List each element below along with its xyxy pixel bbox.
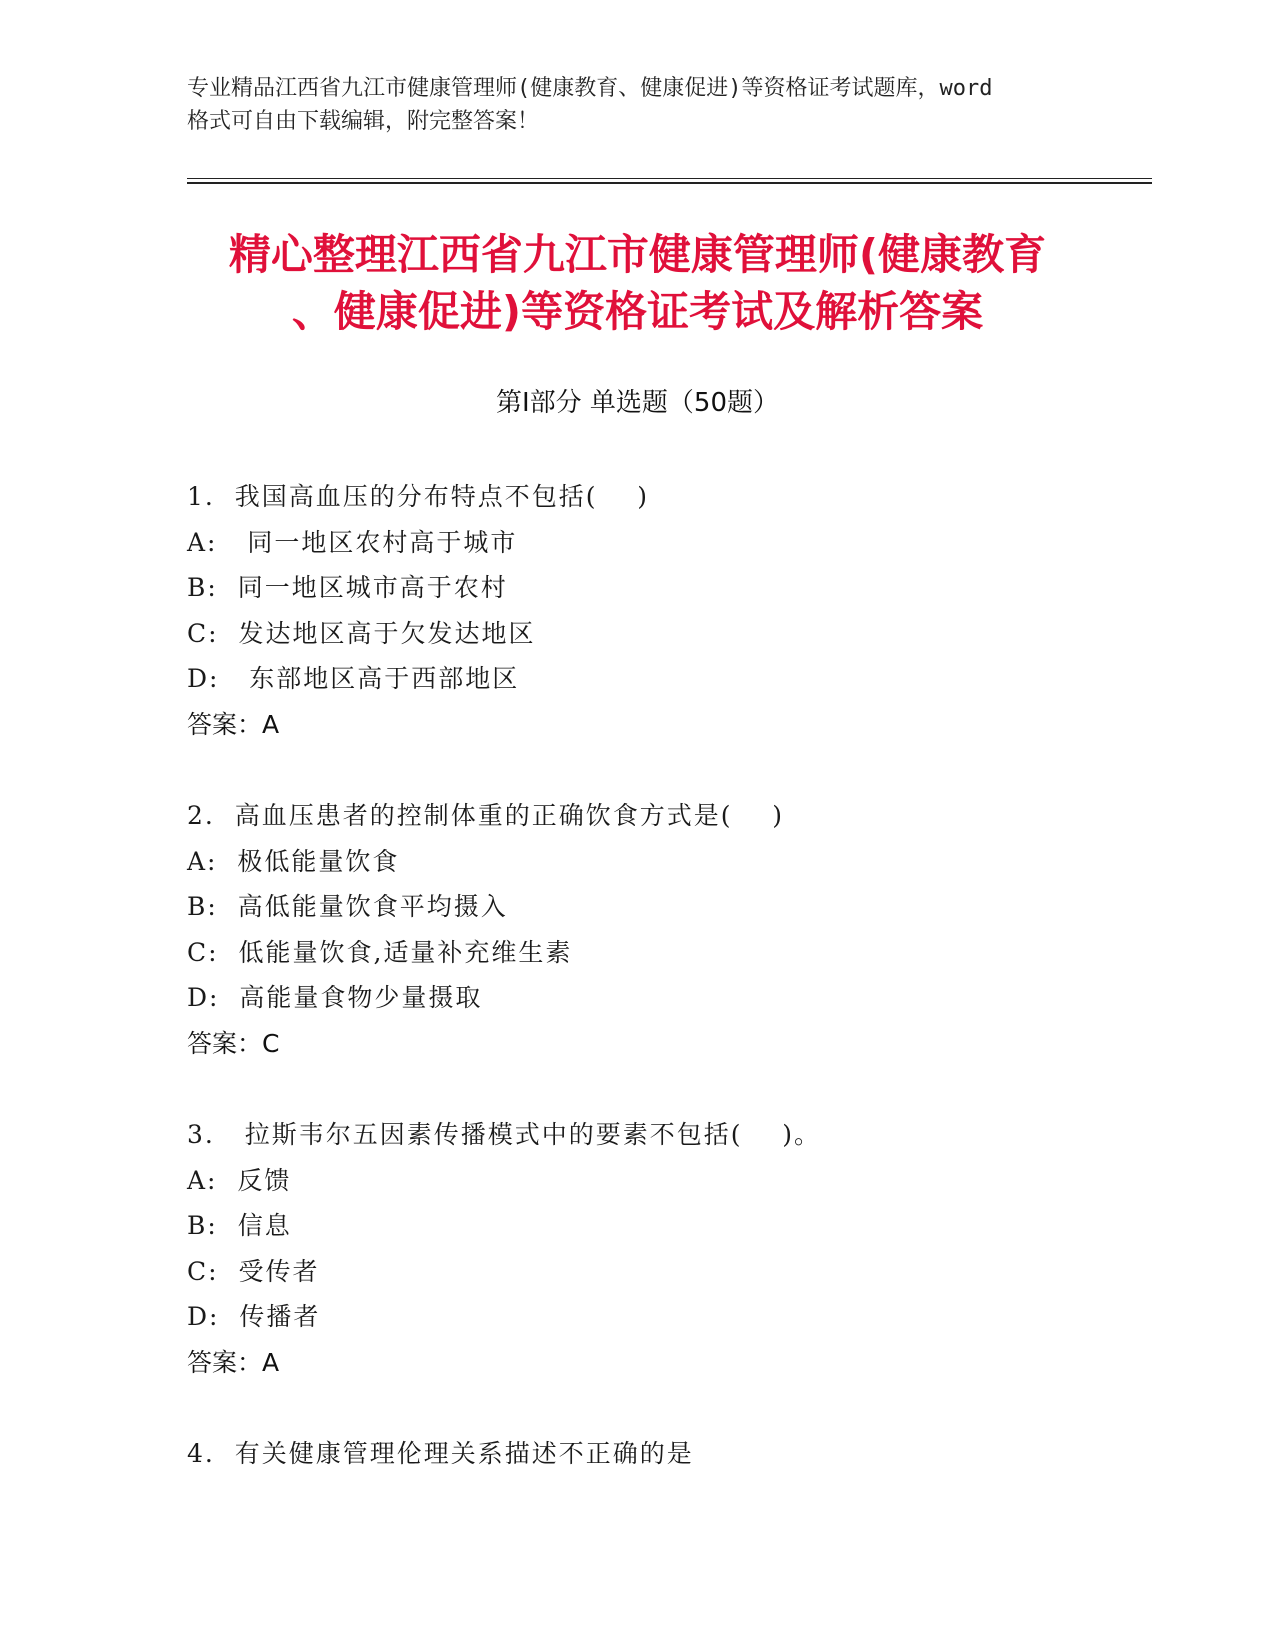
question-1 bbox=[187, 474, 1147, 747]
option-b: B: 高低能量饮食平均摄入 bbox=[187, 892, 508, 921]
option-a: A: 同一地区农村高于城市 bbox=[187, 527, 518, 557]
option-b: B: 同一地区城市高于农村 bbox=[187, 573, 508, 602]
question-2 bbox=[187, 793, 1147, 1066]
document-title-line-2: 、健康促进)等资格证考试及解析答案 bbox=[291, 287, 984, 336]
header-divider-thin bbox=[187, 178, 1152, 179]
header-note-line-1: 专业精品江西省九江市健康管理师(健康教育、健康促进)等资格证考试题库，word bbox=[187, 76, 993, 101]
option-d: D: 高能量食物少量摄取 bbox=[187, 983, 483, 1012]
answer-label: 答案：A bbox=[187, 1347, 280, 1377]
option-d: D: 传播者 bbox=[187, 1302, 321, 1331]
document-title bbox=[170, 226, 1105, 340]
option-a: A: 反馈 bbox=[187, 1165, 292, 1195]
option-a: A: 极低能量饮食 bbox=[187, 846, 400, 876]
option-d: D: 东部地区高于西部地区 bbox=[187, 664, 520, 693]
question-4 bbox=[187, 1431, 1147, 1477]
answer-label: 答案：C bbox=[187, 1028, 280, 1058]
header-note-line-2: 格式可自由下载编辑，附完整答案！ bbox=[187, 109, 540, 134]
header-note bbox=[187, 72, 1087, 138]
option-c: C: 发达地区高于欠发达地区 bbox=[187, 618, 536, 648]
document-title-line-1: 精心整理江西省九江市健康管理师(健康教育 bbox=[228, 230, 1047, 279]
option-c: C: 受传者 bbox=[187, 1256, 320, 1286]
question-stem: 1. 我国高血压的分布特点不包括( ) bbox=[187, 482, 650, 511]
header-divider-thick bbox=[187, 182, 1152, 184]
answer-label: 答案：A bbox=[187, 709, 280, 739]
question-stem: 3. 拉斯韦尔五因素传播模式中的要素不包括( )。 bbox=[187, 1120, 821, 1149]
section-heading: 第Ⅰ部分 单选题（50题） bbox=[495, 388, 780, 418]
question-stem: 2. 高血压患者的控制体重的正确饮食方式是( ) bbox=[187, 801, 785, 830]
question-stem: 4. 有关健康管理伦理关系描述不正确的是 bbox=[187, 1439, 694, 1468]
option-c: C: 低能量饮食,适量补充维生素 bbox=[187, 937, 573, 967]
question-3 bbox=[187, 1112, 1147, 1385]
option-b: B: 信息 bbox=[187, 1211, 292, 1240]
